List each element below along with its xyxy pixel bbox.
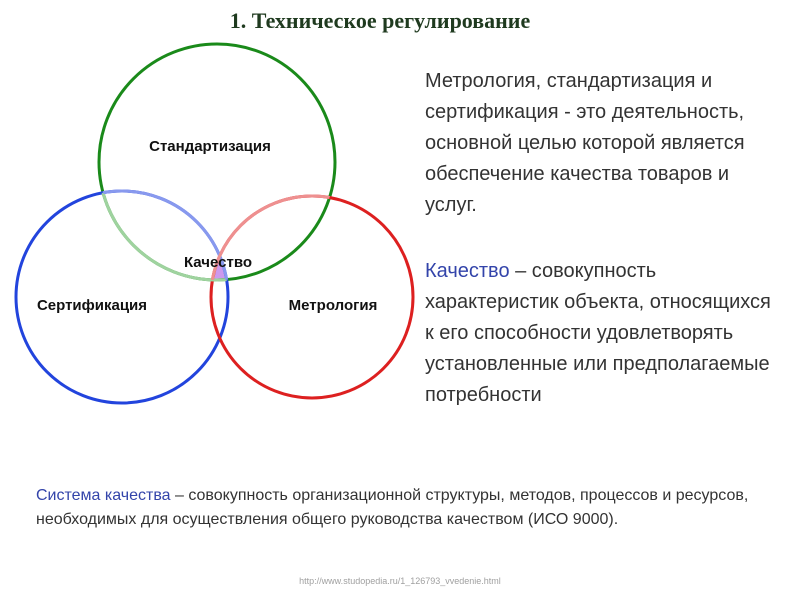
metrology-label: Метрология [288,297,378,314]
quality-term: Качество [425,260,510,282]
standardization-label: Стандартизация [149,138,271,155]
metrology-definition: Метрология, стандартизация и сертификация - это деятельность, основной целью которой является обеспечение качества товаров и услуг. [425,70,745,216]
quality-definition [425,256,785,411]
source-link[interactable]: http://www.studopedia.ru/1_126793_vvedenie.html [299,576,501,586]
quality-label: Качество [183,254,253,271]
slide-title: 1. Техническое регулирование [229,8,531,33]
quality-system-text: – совокупность организационной структуры, методов, процессов и ресурсов, необходимых для осуществления общего руководства качеством (ИСО 9000). [36,487,749,528]
certification-label: Сертификация [36,297,148,314]
quality-system-term: Система качества [36,487,171,504]
quality-system-definition [36,484,776,532]
quality-definition-text: – совокупность характеристик объекта, относящихся к его способности удовлетворять установленные или предполагаемые потребности [425,260,771,406]
